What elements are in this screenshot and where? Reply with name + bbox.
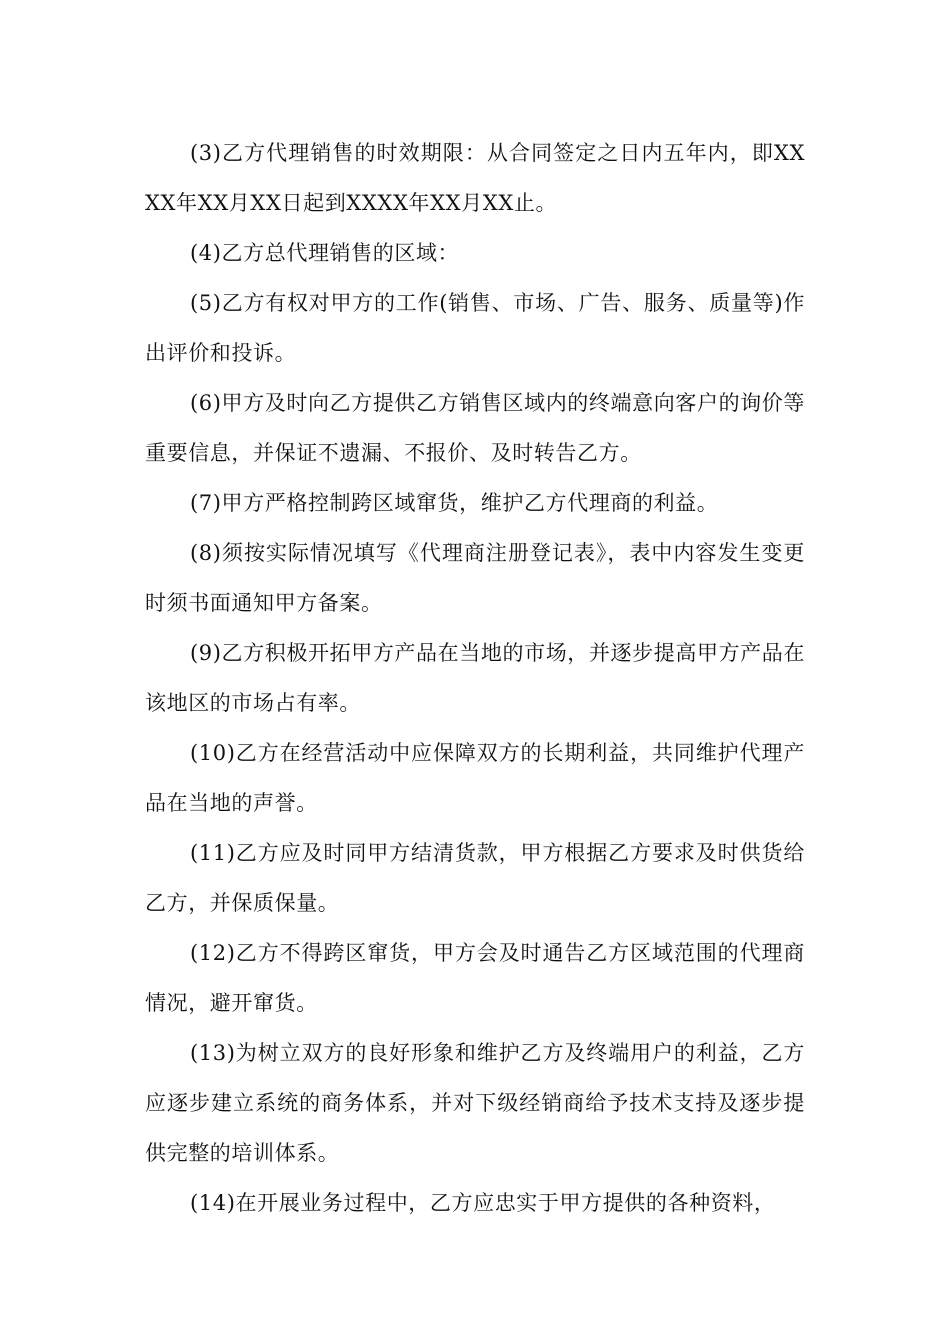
clause-7: (7)甲方严格控制跨区域窜货，维护乙方代理商的利益。 [190, 491, 719, 515]
clause-12: (12)乙方不得跨区窜货，甲方会及时通告乙方区域范围的代理商情况，避开窜货。 [145, 941, 805, 1015]
document-body [145, 128, 805, 1228]
clause-10: (10)乙方在经营活动中应保障双方的长期利益，共同维护代理产品在当地的声誉。 [145, 741, 805, 815]
clause-9: (9)乙方积极开拓甲方产品在当地的市场，并逐步提高甲方产品在该地区的市场占有率。 [145, 641, 805, 715]
clause-14: (14)在开展业务过程中，乙方应忠实于甲方提供的各种资料， [190, 1191, 776, 1215]
clause-4: (4)乙方总代理销售的区域： [190, 241, 460, 265]
clause-6: (6)甲方及时向乙方提供乙方销售区域内的终端意向客户的询价等重要信息，并保证不遗漏、不报价、及时转告乙方。 [145, 391, 805, 465]
clause-3: (3)乙方代理销售的时效期限：从合同签定之日内五年内，即XXXX年XX月XX日起到XXXX年XX月XX止。 [145, 141, 805, 215]
clause-11: (11)乙方应及时同甲方结清货款，甲方根据乙方要求及时供货给乙方，并保质保量。 [145, 841, 805, 915]
clause-5: (5)乙方有权对甲方的工作(销售、市场、广告、服务、质量等)作出评价和投诉。 [145, 291, 805, 365]
clause-13: (13)为树立双方的良好形象和维护乙方及终端用户的利益，乙方应逐步建立系统的商务体系，并对下级经销商给予技术支持及逐步提供完整的培训体系。 [145, 1041, 805, 1165]
clause-8: (8)须按实际情况填写《代理商注册登记表》，表中内容发生变更时须书面通知甲方备案。 [145, 541, 805, 615]
